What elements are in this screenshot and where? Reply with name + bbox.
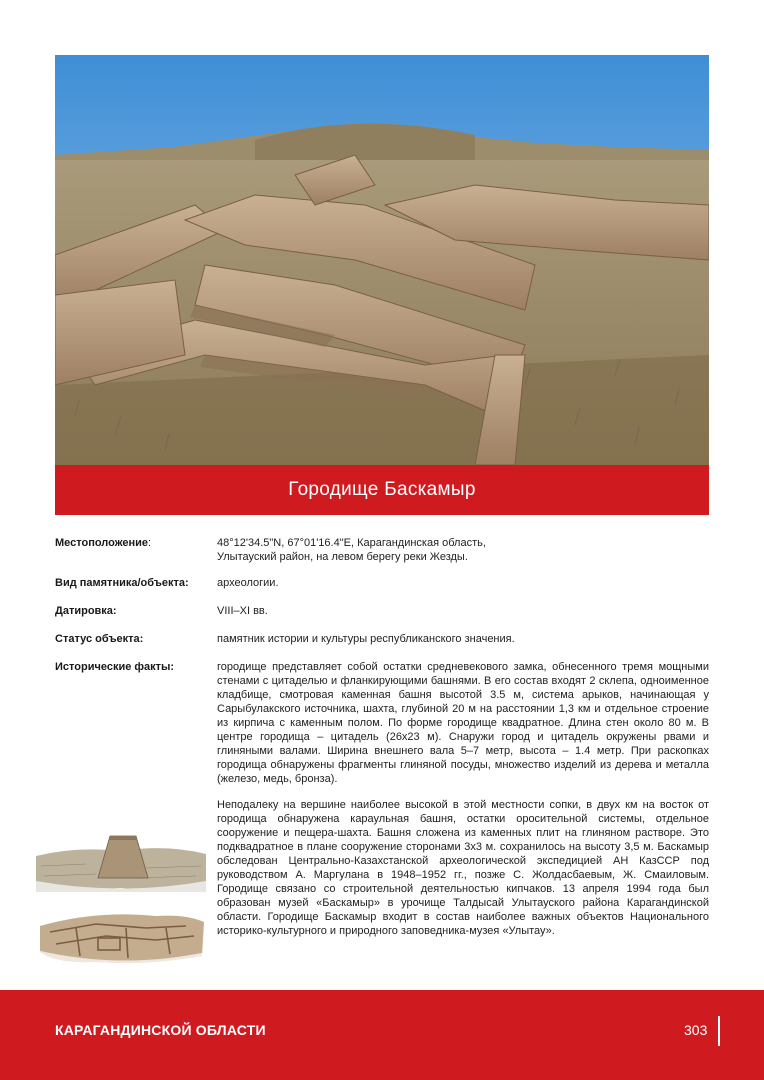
- location-line-1: 48°12'34.5"N, 67°01'16.4"E, Карагандинская область,: [217, 537, 486, 549]
- location-label: Местоположение:: [55, 537, 152, 549]
- status-value: памятник истории и культуры республиканского значения.: [217, 633, 515, 645]
- title-bar: [55, 465, 709, 515]
- dating-row: [55, 604, 709, 620]
- ruins-aerial-thumbnail: [36, 906, 206, 966]
- footer-bar: [0, 990, 764, 1080]
- facts-paragraph-1: городище представляет собой остатки средневекового замка, обнесенного тремя мощными стенами с цитаделью и фланкирующими башнями. В его состав входят 2 склепа, одноименное кладбище, смотровая каменная башня высотой 3.5 м, система арыков, начинающая у Сарыбулакского источника, шахта, глубиной 20 м на расстоянии 1,3 км и отдельное строение из кирпича с каменным полом. По форме городище квадратное. Длина стен около 80 м. В центре городища – цитадель (26х23 м). Снаружи город и цитадель окружены рвами и глиняными валами. Ширина внешнего вала 5–7 метр, высота – 1.4 метр. При раскопках городища обнаружены фрагменты глиняной посуды, множество изделий из дерева и металла (железо, медь, бронза).: [217, 661, 709, 785]
- status-label: Статус объекта:: [55, 633, 144, 645]
- page-number: 303: [684, 1022, 708, 1038]
- status-row: [55, 632, 709, 648]
- page-title: Городище Баскамыр: [288, 479, 476, 500]
- tower-thumbnail: [36, 826, 206, 892]
- type-value: археологии.: [217, 577, 279, 589]
- footer-divider: [718, 1016, 720, 1046]
- type-label: Вид памятника/объекта:: [55, 577, 189, 589]
- facts-label: Исторические факты:: [55, 661, 175, 673]
- location-line-2: Улытауский район, на левом берегу реки Жезды.: [217, 551, 468, 563]
- facts-value-2: [217, 798, 709, 938]
- dating-label: Датировка:: [55, 605, 117, 617]
- facts-paragraph-2: Неподалеку на вершине наиболее высокой в этой местности сопки, в двух км на восток от городища обнаружена караульная башня, остатки оросительной системы, отдельное сооружение и пещера-шахта. Башня сложена из каменных плит на глиняном растворе. Это подквадратное в плане сооружение сторонами 3х3 м. сохранилось на высоту 3,5 м. Баскамыр обследован Центрально-Казахстанской археологической экспедицией АН КазССР под руководством А. Маргулана в 1948–1952 гг., позже С. Жолдасбаевым, Ж. Смаиловым. Городище связано со строительной деятельностью кипчаков. 13 апреля 1994 года был образован музей «Баскамыр» в урочище Талдысай Улытауского района Карагандинской области. Городище Баскамыр входит в состав наиболее важных объектов Национального историко-культурного и природного заповедника-музея «Улытау».: [217, 799, 709, 937]
- location-row: [55, 536, 709, 566]
- hero-photo: [55, 55, 709, 465]
- footer-region: КАРАГАНДИНСКОЙ ОБЛАСТИ: [55, 1022, 266, 1038]
- facts-value: [217, 660, 709, 786]
- type-row: [55, 576, 709, 592]
- dating-value: VIII–XI вв.: [217, 605, 268, 617]
- location-value: [217, 536, 709, 564]
